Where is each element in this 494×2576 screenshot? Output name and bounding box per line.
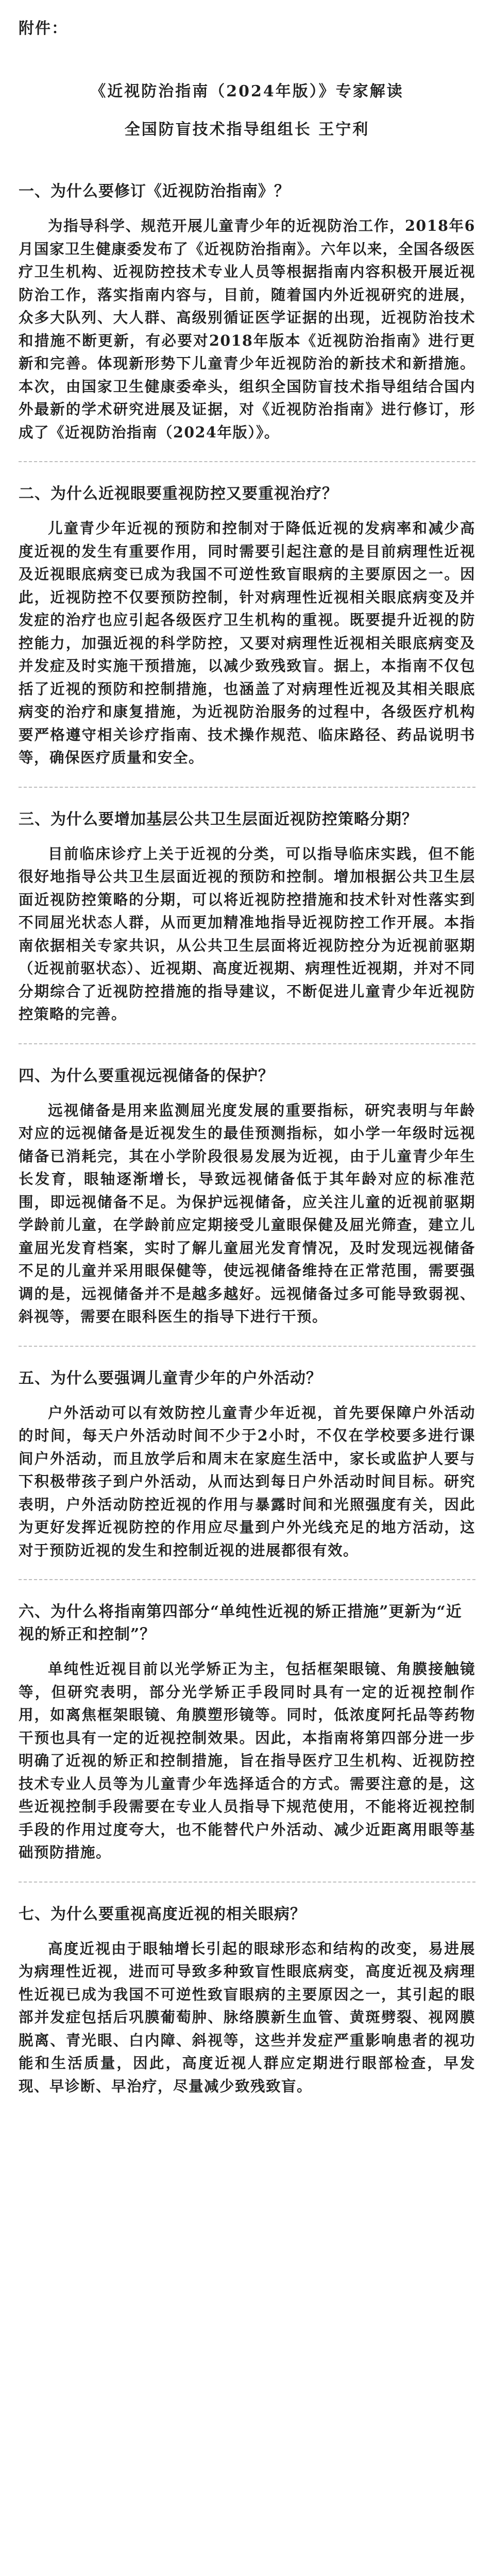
section-divider [19,461,475,462]
section-answer: 单纯性近视目前以光学矫正为主，包括框架眼镜、角膜接触镜等，但研究表明，部分光学矫正手段同时具有一定的近视控制作用，如离焦框架眼镜、角膜塑形镜等。同时，低浓度阿托品等药物干预也具有一定的近视控制效果。因此，本指南将第四部分进一步明确了近视的矫正和控制措施，旨在指导医疗卫生机构、近视防控技术专业人员等为儿童青少年选择适合的方式。需要注意的是，这些近视控制手段需要在专业人员指导下规范使用，不能将近视控制手段的作用过度夸大，也不能替代户外活动、减少近距离用眼等基础预防措施。 [19,1660,475,1861]
section-answer: 儿童青少年近视的预防和控制对于降低近视的发病率和减少高度近视的发生有重要作用，同时需要引起注意的是目前病理性近视及近视眼底病变已成为我国不可逆性致盲眼病的主要原因之一。因此，近视防控不仅要预防控制，针对病理性近视相关眼底病变及并发症的治疗也应引起各级医疗卫生机构的重视。既要提升近视的防控能力，加强近视的科学防控，又要对病理性近视相关眼底病变及并发症及时实施干预措施，以减少致残致盲。据上，本指南不仅包括了近视的预防和控制措施，也涵盖了对病理性近视及其相关眼底病变的治疗和康复措施，为近视防治服务的过程中，各级医疗机构要严格遵守相关诊疗指南、技术操作规范、临床路径、药品说明书等，确保医疗质量和安全。 [19,519,475,766]
section-3 [19,808,475,1026]
section-7 [19,1903,475,2098]
section-divider [19,1043,475,1044]
section-2 [19,483,475,769]
section-question: 一、为什么要修订《近视防治指南》？ [19,182,290,200]
section-divider [19,1882,475,1883]
section-answer: 目前临床诊疗上关于近视的分类，可以指导临床实践，但不能很好地指导公共卫生层面近视的预防和控制。增加根据公共卫生层面近视防控策略的分期，可以将近视防控措施和技术针对性落实到不同屈光状态人群，从而更加精准地指导近视防控工作开展。本指南依据相关专家共识，从公共卫生层面将近视防控分为近视前驱期（近视前驱状态）、近视期、高度近视期、病理性近视期，并对不同分期综合了近视防控措施的指导建议，不断促进儿童青少年近视防控策略的完善。 [19,844,475,1023]
section-4 [19,1065,475,1328]
section-answer: 户外活动可以有效防控儿童青少年近视，首先要保障户外活动的时间，每天户外活动时间不少于2小时，不仅在学校要多进行课间户外活动，而且放学后和周末在家庭生活中，家长或监护人要与下积极带孩子到户外活动，从而达到每日户外活动时间目标。研究表明，户外活动防控近视的作用与暴露时间和光照强度有关，因此为更好发挥近视防控的作用应尽量到户外光线充足的地方活动，这对于预防近视的发生和控制近视的进展都很有效。 [19,1403,475,1559]
section-6 [19,1601,475,1864]
section-divider [19,787,475,788]
attachment-label: 附件： [19,20,68,38]
section-question: 五、为什么要强调儿童青少年的户外活动？ [19,1369,322,1387]
section-divider [19,1346,475,1347]
section-1 [19,180,475,444]
section-question: 四、为什么要重视远视储备的保护？ [19,1066,274,1085]
section-question: 二、为什么近视眼要重视防控又要重视治疗？ [19,485,338,503]
section-question: 六、为什么将指南第四部分“单纯性近视的矫正措施”更新为“近视的矫正和控制”？ [19,1603,462,1643]
section-answer: 远视储备是用来监测屈光度发展的重要指标，研究表明与年龄对应的远视储备是近视发生的最佳预测指标，如小学一年级时远视储备已消耗完，其在小学阶段很易发展为近视，由于儿童青少年生长发育，眼轴逐渐增长，导致远视储备低于其年龄对应的标准范围，即远视储备不足。为保护远视储备，应关注儿童的近视前驱期学龄前儿童，在学龄前应定期接受儿童眼保健及屈光筛查，建立儿童屈光发育档案，实时了解儿童屈光发育情况，及时发现远视储备不足的儿童并采用眼保健等，使远视储备维持在正常范围，需要强调的是，远视储备并不是越多越好。远视储备过多可能导致弱视、斜视等，需要在眼科医生的指导下进行干预。 [19,1101,475,1325]
section-answer: 为指导科学、规范开展儿童青少年的近视防治工作，2018年6月国家卫生健康委发布了《近视防治指南》。六年以来，全国各级医疗卫生机构、近视防控技术专业人员等根据指南内容积极开展近视防治工作，落实指南内容与，目前，随着国内外近视研究的进展，众多大队列、大人群、高级别循证医学证据的出现，近视防治技术和措施不断更新，有必要对2018年版本《近视防治指南》进行更新和完善。体现新形势下儿童青少年近视防治的新技术和新措施。本次，由国家卫生健康委牵头，组织全国防盲技术指导组结合国内外最新的学术研究进展及证据，对《近视防治指南》进行修订，形成了《近视防治指南（2024年版）》。 [19,217,475,441]
document-author: 全国防盲技术指导组组长 王宁利 [124,121,370,139]
section-answer: 高度近视由于眼轴增长引起的眼球形态和结构的改变，易进展为病理性近视，进而可导致多种致盲性眼底病变，高度近视及病理性近视已成为我国不可逆性致盲眼病的主要原因之一，其引起的眼部并发症包括后巩膜葡萄肿、脉络膜新生血管、黄斑劈裂、视网膜脱离、青光眼、白内障、斜视等，这些并发症严重影响患者的视功能和生活质量，因此，高度近视人群应定期进行眼部检查，早发现、早诊断、早治疗，尽量减少致残致盲。 [19,1939,475,2095]
section-divider [19,1579,475,1580]
section-question: 三、为什么要增加基层公共卫生层面近视防控策略分期？ [19,810,418,828]
section-question: 七、为什么要重视高度近视的相关眼病？ [19,1905,306,1923]
document-title: 《近视防治指南（2024年版）》专家解读 [90,82,404,100]
section-5 [19,1367,475,1562]
